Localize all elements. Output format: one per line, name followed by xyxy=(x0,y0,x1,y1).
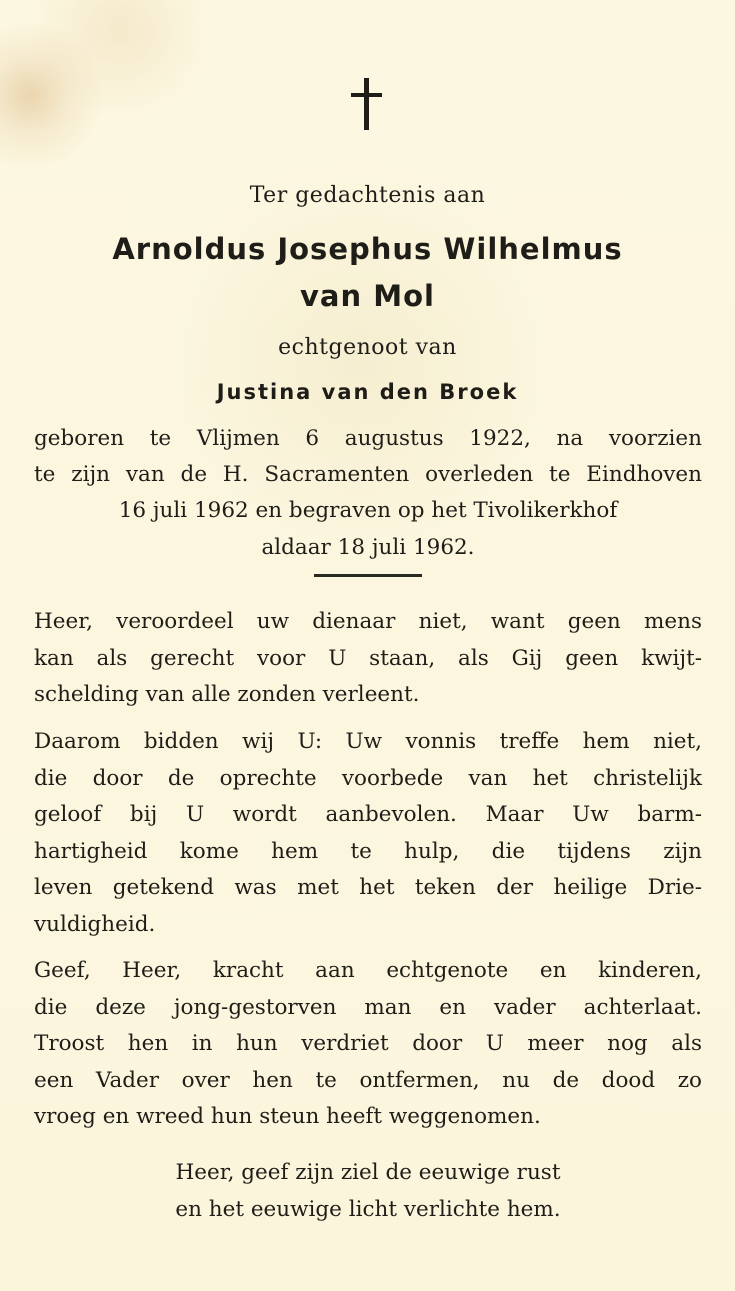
spouse-name: Justina van den Broek xyxy=(216,380,519,404)
closing-line: en het eeuwige licht verlichte hem. xyxy=(175,1197,561,1222)
paragraph-line: Daarom bidden wij U: Uw vonnis treffe hem niet, xyxy=(34,729,702,754)
paragraph-line: geloof bij U wordt aanbevolen. Maar Uw barm- xyxy=(34,802,702,827)
deceased-name-line1: Arnoldus Josephus Wilhelmus xyxy=(112,232,623,266)
cross-icon xyxy=(346,78,386,130)
deceased-name-line2: van Mol xyxy=(300,279,435,313)
closing-line: Heer, geef zijn ziel de eeuwige rust xyxy=(175,1160,561,1185)
paragraph-line: Heer, veroordeel uw dienaar niet, want geen mens xyxy=(34,609,702,634)
paragraph-line: die deze jong-gestorven man en vader achterlaat. xyxy=(34,995,702,1020)
paragraph-line: schelding van alle zonden verleent. xyxy=(34,682,420,707)
details-line: 16 juli 1962 en begraven op het Tivolikerkhof xyxy=(118,498,618,523)
paragraph-line: leven getekend was met het teken der heilige Drie- xyxy=(34,875,702,900)
paragraph-line: een Vader over hen te ontfermen, nu de dood zo xyxy=(34,1068,702,1093)
paragraph-line: Geef, Heer, kracht aan echtgenote en kinderen, xyxy=(34,958,702,983)
spouse-intro-text: echtgenoot van xyxy=(278,335,457,360)
details-line: te zijn van de H. Sacramenten overleden te Eindhoven xyxy=(34,462,702,487)
paragraph-line: kan als gerecht voor U staan, als Gij geen kwijt- xyxy=(34,646,702,671)
paragraph-line: Troost hen in hun verdriet door U meer nog als xyxy=(34,1031,702,1056)
paragraph-line: vuldigheid. xyxy=(34,912,156,937)
paragraph-line: hartigheid kome hem te hulp, die tijdens zijn xyxy=(34,839,702,864)
intro-text: Ter gedachtenis aan xyxy=(249,183,486,208)
details-line: geboren te Vlijmen 6 augustus 1922, na voorzien xyxy=(34,426,702,451)
paragraph-line: vroeg en wreed hun steun heeft weggenomen. xyxy=(34,1104,541,1129)
details-line: aldaar 18 juli 1962. xyxy=(261,535,475,560)
paragraph-line: die door de oprechte voorbede van het christelijk xyxy=(34,766,702,791)
divider-rule xyxy=(314,574,422,577)
